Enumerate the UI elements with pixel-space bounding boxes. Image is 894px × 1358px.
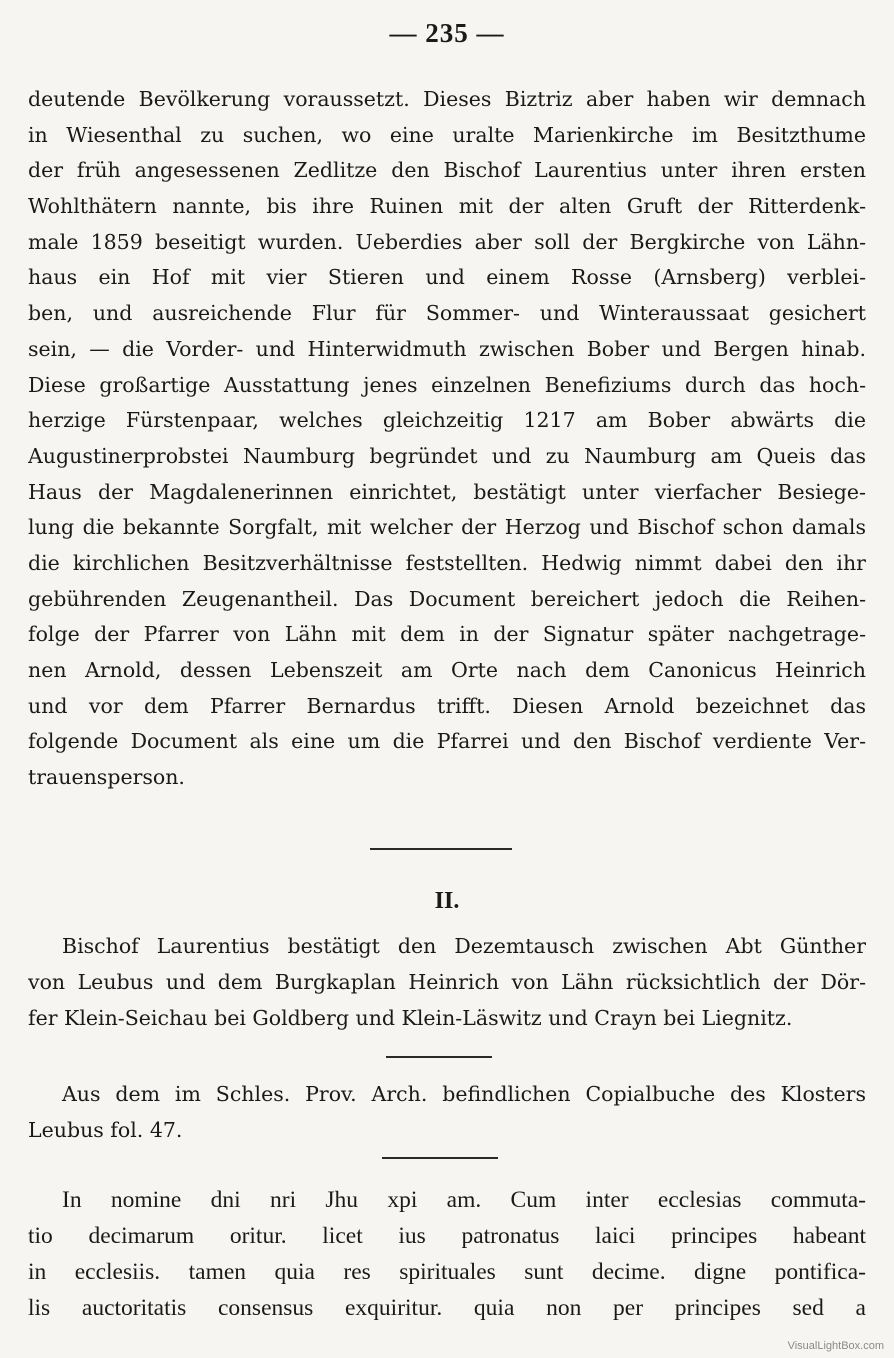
text-line: folgende Document als eine um die Pfarrei und den Bischof verdiente Ver- [28,729,866,754]
section-numeral: II. [434,888,460,914]
divider-rule [386,1056,492,1058]
text-line: lis auctoritatis consensus exquiritur. quia non per principes sed a [28,1295,866,1321]
text-line: herzige Fürstenpaar, welches gleichzeitig 1217 am Bober abwärts die [28,408,866,433]
text-line: In nomine dni nri Jhu xpi am. Cum inter ecclesias commuta- [62,1187,866,1213]
text-line: Bischof Laurentius bestätigt den Dezemtausch zwischen Abt Günther [62,934,866,958]
text-line: und vor dem Pfarrer Bernardus trifft. Diesen Arnold bezeichnet das [28,693,866,718]
source-note [28,1076,866,1148]
text-line: tio decimarum oritur. licet ius patronatus laici principes habeant [28,1223,866,1249]
text-line: male 1859 beseitigt wurden. Ueberdies aber soll der Bergkirche von Lähn- [28,229,866,254]
text-line: in ecclesiis. tamen quia res spirituales sunt decime. digne pontifica- [28,1259,866,1285]
text-line: folge der Pfarrer von Lähn mit dem in der Signatur später nachgetrage- [28,622,866,647]
text-line: der früh angesessenen Zedlitze den Bischof Laurentius unter ihren ersten [28,158,866,183]
text-line: von Leubus und dem Burgkaplan Heinrich von Lähn rücksichtlich der Dör- [28,970,866,994]
text-line: gebührenden Zeugenantheil. Das Document bereichert jedoch die Reihen- [28,586,866,611]
text-line: nen Arnold, dessen Lebenszeit am Orte nach dem Canonicus Heinrich [28,658,866,682]
text-line: Diese großartige Ausstattung jenes einzelnen Benefiziums durch das hoch- [28,372,866,397]
text-line: trauensperson. [28,765,185,790]
paragraph-main-text [28,82,866,796]
text-line: Augustinerprobstei Naumburg begründet und zu Naumburg am Queis das [28,443,866,468]
divider-rule [370,848,512,850]
document-heading-summary [28,928,866,1036]
latin-document-text [28,1182,866,1326]
text-line: in Wiesenthal zu suchen, wo eine uralte Marienkirche im Besitzthume [28,122,866,147]
text-line: lung die bekannte Sorgfalt, mit welcher der Herzog und Bischof schon damals [28,515,866,540]
text-line: fer Klein-Seichau bei Goldberg und Klein-Läswitz und Crayn bei Liegnitz. [28,1006,793,1030]
text-line: sein, — die Vorder- und Hinterwidmuth zwischen Bober und Bergen hinab. [28,336,866,361]
text-line: die kirchlichen Besitzverhältnisse feststellten. Hedwig nimmt dabei den ihr [28,550,866,575]
text-line: Wohlthätern nannte, bis ihre Ruinen mit der alten Gruft der Ritterdenk- [28,194,866,219]
page-number: — 235 — [389,18,505,48]
text-line: Haus der Magdalenerinnen einrichtet, bestätigt unter vierfacher Besiege- [28,479,866,504]
text-line: haus ein Hof mit vier Stieren und einem Rosse (Arnsberg) verblei- [28,265,866,290]
text-line: deutende Bevölkerung voraussetzt. Dieses Biztriz aber haben wir demnach [28,87,866,111]
text-line: Aus dem im Schles. Prov. Arch. befindlichen Copialbuche des Klosters [62,1082,866,1106]
divider-rule [382,1157,498,1159]
watermark: VisualLightBox.com [787,1340,884,1352]
text-line: ben, und ausreichende Flur für Sommer- und Winteraussaat gesichert [28,301,866,326]
text-line: Leubus fol. 47. [28,1118,183,1142]
